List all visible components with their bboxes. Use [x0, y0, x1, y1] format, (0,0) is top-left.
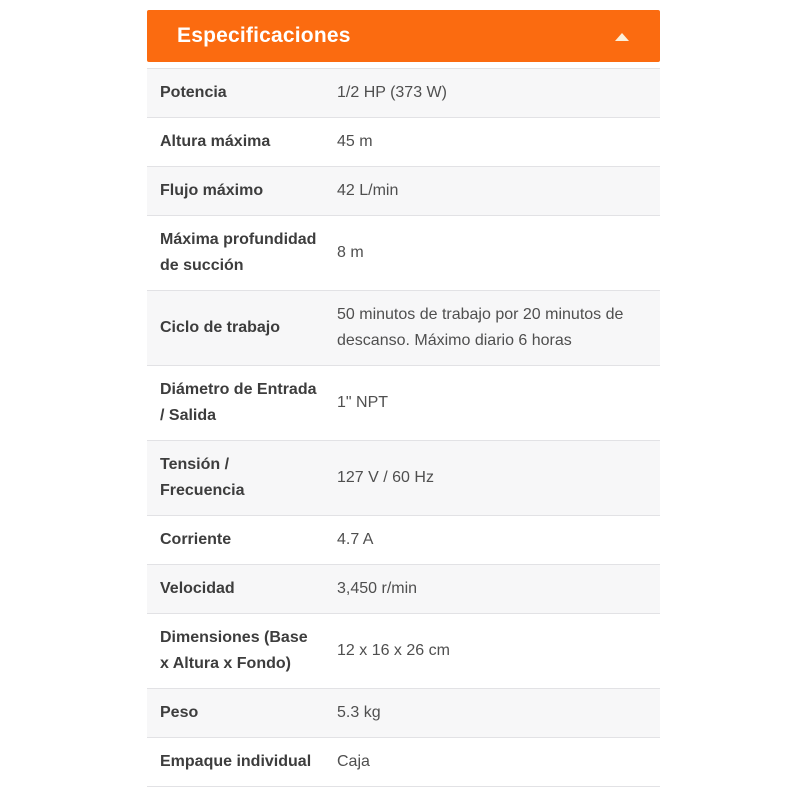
spec-label: Dimensiones (Base x Altura x Fondo) — [160, 629, 308, 672]
spec-label: Diámetro de Entrada / Salida — [160, 381, 317, 424]
spec-row — [147, 516, 660, 565]
spec-label: Máxima profundidad de succión — [160, 231, 317, 274]
spec-value: 42 L/min — [337, 182, 399, 199]
spec-value: 5.3 kg — [337, 704, 381, 721]
specifications-accordion — [147, 10, 660, 787]
spec-row — [147, 216, 660, 291]
spec-row — [147, 118, 660, 167]
spec-row — [147, 565, 660, 614]
spec-value: 4.7 A — [337, 531, 374, 548]
spec-row — [147, 738, 660, 787]
spec-label: Empaque individual — [160, 753, 312, 770]
chevron-up-icon[interactable] — [615, 33, 629, 41]
spec-value: 45 m — [337, 133, 373, 150]
spec-value: 50 minutos de trabajo por 20 minutos de descanso. Máximo diario 6 horas — [337, 306, 624, 349]
accordion-title: Especificaciones — [177, 24, 351, 47]
spec-row — [147, 167, 660, 216]
spec-row — [147, 69, 660, 118]
spec-label: Corriente — [160, 531, 232, 548]
specifications-accordion-header[interactable] — [147, 10, 660, 62]
spec-value: 1/2 HP (373 W) — [337, 84, 447, 101]
spec-label: Peso — [160, 704, 199, 721]
spec-label: Ciclo de trabajo — [160, 319, 281, 336]
spec-label: Flujo máximo — [160, 182, 264, 199]
spec-row — [147, 614, 660, 689]
specifications-table — [147, 68, 660, 787]
spec-value: 8 m — [337, 244, 364, 261]
spec-value: Caja — [337, 753, 370, 770]
spec-label: Velocidad — [160, 580, 235, 597]
spec-row — [147, 366, 660, 441]
spec-label: Potencia — [160, 84, 227, 101]
spec-row — [147, 291, 660, 366]
spec-label: Altura máxima — [160, 133, 271, 150]
spec-value: 1" NPT — [337, 394, 389, 411]
spec-row — [147, 441, 660, 516]
spec-value: 127 V / 60 Hz — [337, 469, 434, 486]
spec-row — [147, 689, 660, 738]
spec-value: 12 x 16 x 26 cm — [337, 642, 450, 659]
spec-label: Tensión / Frecuencia — [160, 456, 245, 499]
spec-value: 3,450 r/min — [337, 580, 418, 597]
